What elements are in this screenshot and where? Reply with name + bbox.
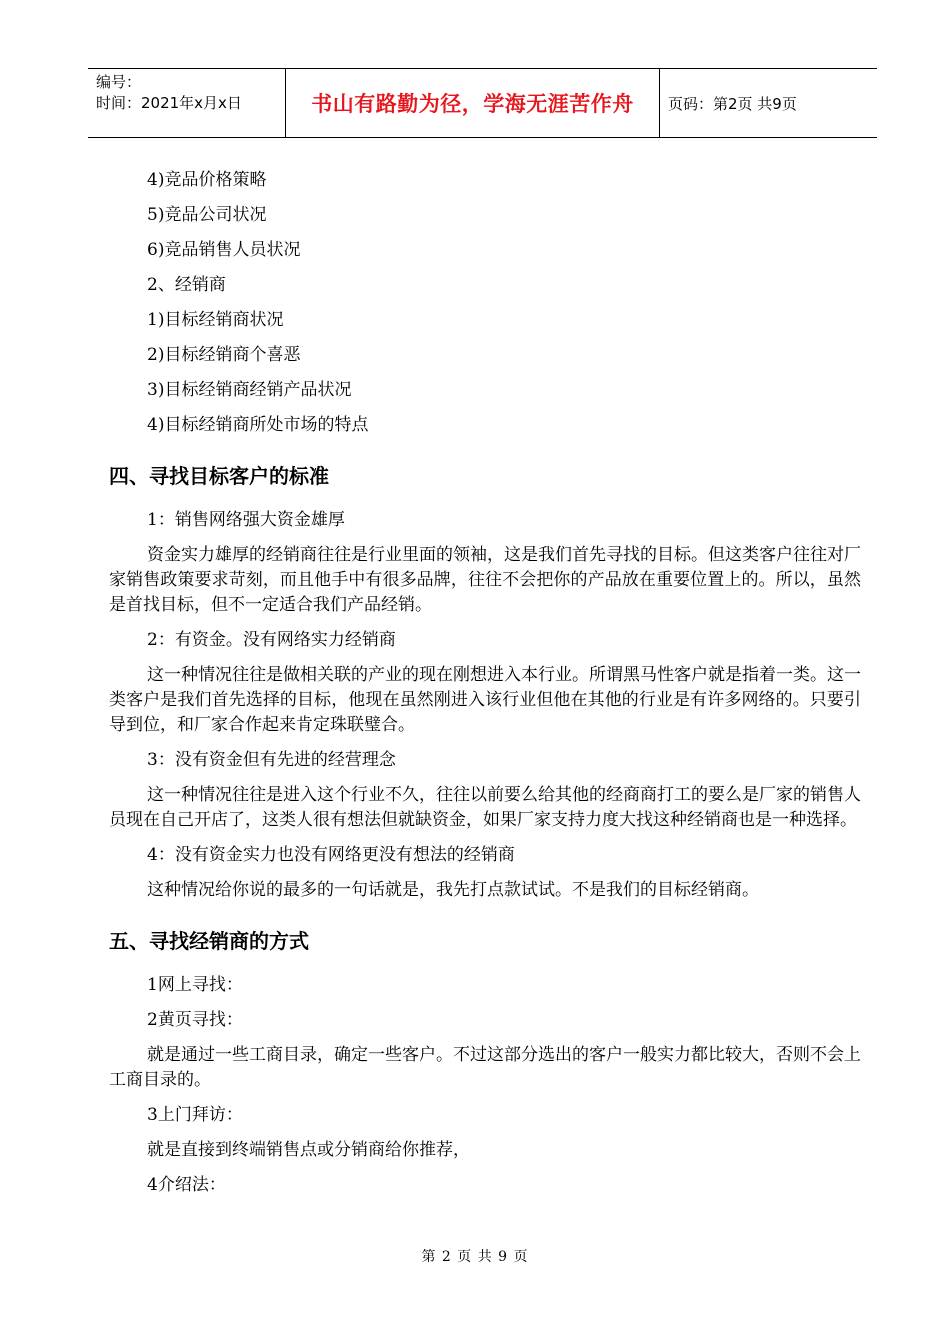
header-page-label: 页码：第2页 共9页 bbox=[668, 94, 797, 113]
paragraph: 1：销售网络强大资金雄厚 bbox=[147, 510, 345, 530]
paragraph: 就是通过一些工商目录，确定一些客户。不过这部分选出的客户一般实力都比较大，否则不会上工商目录的。 bbox=[109, 1045, 861, 1090]
paragraph: 3：没有资金但有先进的经营理念 bbox=[147, 750, 396, 770]
header-page-cell bbox=[660, 69, 877, 137]
document-time-label: 时间：2021年x月x日 bbox=[96, 94, 242, 112]
paragraph: 就是直接到终端销售点或分销商给你推荐， bbox=[147, 1140, 470, 1160]
paragraph: 6)竞品销售人员状况 bbox=[147, 240, 301, 260]
paragraph: 3上门拜访： bbox=[147, 1105, 243, 1125]
paragraph: 4)目标经销商所处市场的特点 bbox=[147, 415, 369, 435]
paragraph: 1)目标经销商状况 bbox=[147, 310, 284, 330]
header-motto-cell bbox=[286, 69, 660, 137]
paragraph: 3)目标经销商经销产品状况 bbox=[147, 380, 352, 400]
paragraph: 5)竞品公司状况 bbox=[147, 205, 267, 225]
paragraph: 2黄页寻找： bbox=[147, 1010, 243, 1030]
header-motto: 书山有路勤为径，学海无涯苦作舟 bbox=[311, 92, 634, 116]
paragraph: 2：有资金。没有网络实力经销商 bbox=[147, 630, 396, 650]
page-footer: 第 2 页 共 9 页 bbox=[421, 1249, 529, 1265]
section-heading: 四、寻找目标客户的标准 bbox=[109, 464, 329, 488]
header-meta bbox=[88, 69, 286, 137]
paragraph: 这一种情况往往是做相关联的产业的现在刚想进入本行业。所谓黑马性客户就是指着一类。这一类客户是我们首先选择的目标，他现在虽然刚进入该行业但他在其他的行业是有许多网络的。只要引导到位，和厂家合作起来肯定珠联璧合。 bbox=[109, 665, 861, 735]
paragraph: 这种情况给你说的最多的一句话就是，我先打点款试试。不是我们的目标经销商。 bbox=[147, 880, 759, 900]
paragraph: 2、经销商 bbox=[147, 275, 226, 295]
document-number-label: 编号： bbox=[96, 73, 142, 91]
paragraph: 4介绍法： bbox=[147, 1175, 226, 1195]
paragraph: 这一种情况往往是进入这个行业不久，往往以前要么给其他的经商商打工的要么是厂家的销售人员现在自己开店了，这类人很有想法但就缺资金，如果厂家支持力度大找这种经销商也是一种选择。 bbox=[109, 785, 861, 830]
paragraph: 1网上寻找： bbox=[147, 975, 243, 995]
paragraph: 资金实力雄厚的经销商往往是行业里面的领袖，这是我们首先寻找的目标。但这类客户往往对厂家销售政策要求苛刻，而且他手中有很多品牌，往往不会把你的产品放在重要位置上的。所以，虽然是首找目标，但不一定适合我们产品经销。 bbox=[109, 545, 861, 615]
paragraph: 4：没有资金实力也没有网络更没有想法的经销商 bbox=[147, 845, 515, 865]
paragraph: 2)目标经销商个喜恶 bbox=[147, 345, 301, 365]
document-body bbox=[109, 168, 861, 1208]
page-header bbox=[88, 68, 877, 138]
paragraph: 4)竞品价格策略 bbox=[147, 170, 267, 190]
section-heading: 五、寻找经销商的方式 bbox=[109, 929, 309, 953]
